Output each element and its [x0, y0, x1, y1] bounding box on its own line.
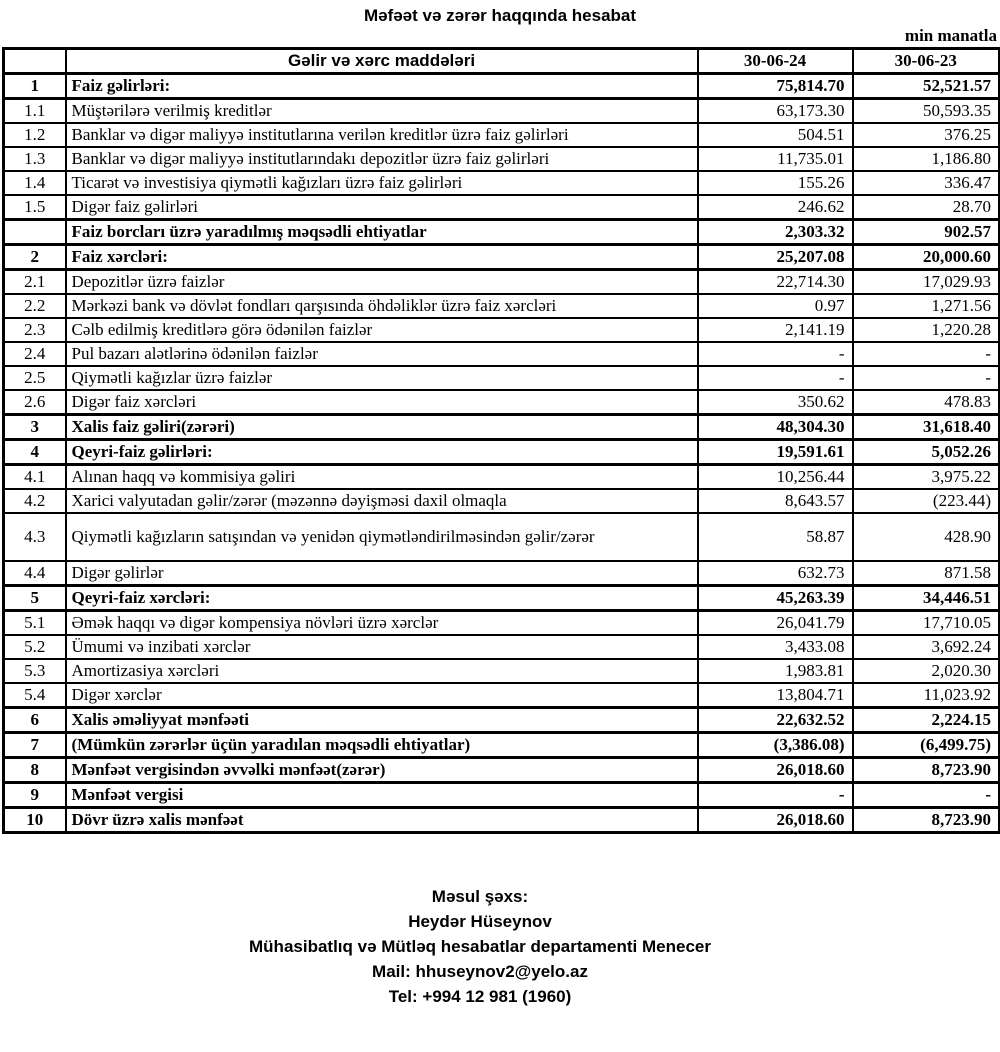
row-value-2023-cell: 52,521.57	[853, 74, 1000, 99]
row-value-2024-cell: 48,304.30	[698, 415, 853, 440]
table-row	[4, 74, 1000, 99]
header-item-column: Gəlir və xərc maddələri	[66, 49, 698, 74]
table-row	[4, 171, 1000, 195]
row-number-cell: 1.4	[4, 171, 66, 195]
row-value-2023-cell: (6,499.75)	[853, 733, 1000, 758]
row-number-cell: 4.1	[4, 465, 66, 490]
table-row	[4, 245, 1000, 270]
row-value-2024-cell: 26,018.60	[698, 758, 853, 783]
row-number-cell: 7	[4, 733, 66, 758]
row-number-cell: 2.5	[4, 366, 66, 390]
row-item-cell: Ümumi və inzibati xərclər	[66, 635, 698, 659]
table-row	[4, 659, 1000, 683]
table-header-row	[4, 49, 1000, 74]
table-row	[4, 708, 1000, 733]
row-item-cell: Qeyri-faiz gəlirləri:	[66, 440, 698, 465]
row-value-2024-cell: 632.73	[698, 561, 853, 586]
row-value-2023-cell: 11,023.92	[853, 683, 1000, 708]
row-value-2023-cell: 50,593.35	[853, 99, 1000, 124]
row-value-2024-cell: 155.26	[698, 171, 853, 195]
row-number-cell: 1.5	[4, 195, 66, 220]
responsible-person-name: Heydər Hüseynov	[408, 912, 552, 931]
row-item-cell: Faiz borcları üzrə yaradılmış məqsədli ehtiyatlar	[66, 220, 698, 245]
mail-line: Mail: hhuseynov2@yelo.az	[372, 962, 588, 981]
row-value-2024-cell: 350.62	[698, 390, 853, 415]
row-item-cell: Faiz xərcləri:	[66, 245, 698, 270]
row-value-2023-cell: 34,446.51	[853, 586, 1000, 611]
row-value-2023-cell: 902.57	[853, 220, 1000, 245]
row-value-2023-cell: 17,029.93	[853, 270, 1000, 295]
table-row	[4, 220, 1000, 245]
table-row	[4, 390, 1000, 415]
row-item-cell: Digər gəlirlər	[66, 561, 698, 586]
row-value-2024-cell: 2,141.19	[698, 318, 853, 342]
row-value-2024-cell: 25,207.08	[698, 245, 853, 270]
row-number-cell: 5.3	[4, 659, 66, 683]
table-row	[4, 294, 1000, 318]
table-row	[4, 783, 1000, 808]
table-row	[4, 586, 1000, 611]
row-item-cell: Qiymətli kağızlar üzrə faizlər	[66, 366, 698, 390]
row-number-cell: 1.3	[4, 147, 66, 171]
row-number-cell: 2.6	[4, 390, 66, 415]
row-value-2023-cell: 1,271.56	[853, 294, 1000, 318]
row-value-2024-cell: 26,018.60	[698, 808, 853, 833]
row-number-cell: 3	[4, 415, 66, 440]
report-table	[2, 47, 1000, 834]
row-value-2023-cell: 428.90	[853, 513, 1000, 561]
row-item-cell: Dövr üzrə xalis mənfəət	[66, 808, 698, 833]
row-number-cell: 2.4	[4, 342, 66, 366]
row-value-2023-cell: 2,224.15	[853, 708, 1000, 733]
row-value-2024-cell: 19,591.61	[698, 440, 853, 465]
table-row	[4, 808, 1000, 833]
table-row	[4, 99, 1000, 124]
row-value-2023-cell: 8,723.90	[853, 758, 1000, 783]
report-page	[0, 5, 1000, 1052]
row-value-2024-cell: 2,303.32	[698, 220, 853, 245]
row-value-2024-cell: 22,632.52	[698, 708, 853, 733]
row-value-2023-cell: 871.58	[853, 561, 1000, 586]
row-value-2023-cell: 1,220.28	[853, 318, 1000, 342]
row-value-2023-cell: (223.44)	[853, 489, 1000, 513]
row-item-cell: Müştərilərə verilmiş kreditlər	[66, 99, 698, 124]
row-number-cell: 4.3	[4, 513, 66, 561]
table-row	[4, 195, 1000, 220]
row-value-2023-cell: 1,186.80	[853, 147, 1000, 171]
tel-line: Tel: +994 12 981 (1960)	[388, 987, 572, 1006]
row-value-2024-cell: 22,714.30	[698, 270, 853, 295]
row-value-2023-cell: 31,618.40	[853, 415, 1000, 440]
row-value-2023-cell: 336.47	[853, 171, 1000, 195]
row-item-cell: Ticarət və investisiya qiymətli kağızları üzrə faiz gəlirləri	[66, 171, 698, 195]
table-row	[4, 440, 1000, 465]
table-row	[4, 489, 1000, 513]
row-value-2023-cell: 8,723.90	[853, 808, 1000, 833]
row-value-2023-cell: 17,710.05	[853, 611, 1000, 636]
table-row	[4, 465, 1000, 490]
row-item-cell: Cəlb edilmiş kreditlərə görə ödənilən faizlər	[66, 318, 698, 342]
row-number-cell: 9	[4, 783, 66, 808]
row-value-2023-cell: 2,020.30	[853, 659, 1000, 683]
row-item-cell: (Mümkün zərərlər üçün yaradılan məqsədli ehtiyatlar)	[66, 733, 698, 758]
table-row	[4, 318, 1000, 342]
row-item-cell: Faiz gəlirləri:	[66, 74, 698, 99]
row-value-2023-cell: 3,975.22	[853, 465, 1000, 490]
row-item-cell: Digər xərclər	[66, 683, 698, 708]
row-item-cell: Mənfəət vergisi	[66, 783, 698, 808]
row-number-cell: 1.2	[4, 123, 66, 147]
header-period-2024: 30-06-24	[698, 49, 853, 74]
row-value-2024-cell: 10,256.44	[698, 465, 853, 490]
row-value-2024-cell: 1,983.81	[698, 659, 853, 683]
row-number-cell: 1	[4, 74, 66, 99]
row-value-2024-cell: 504.51	[698, 123, 853, 147]
row-number-cell: 6	[4, 708, 66, 733]
signature-block	[0, 884, 960, 1009]
row-value-2023-cell: -	[853, 783, 1000, 808]
row-item-cell: Qiymətli kağızların satışından və yenidən qiymətləndirilməsindən gəlir/zərər	[66, 513, 698, 561]
table-row	[4, 342, 1000, 366]
unit-note: min manatla	[904, 26, 997, 45]
row-number-cell: 10	[4, 808, 66, 833]
row-number-cell: 2.3	[4, 318, 66, 342]
row-number-cell: 4.4	[4, 561, 66, 586]
row-number-cell: 4.2	[4, 489, 66, 513]
row-value-2023-cell: -	[853, 342, 1000, 366]
row-value-2024-cell: 0.97	[698, 294, 853, 318]
row-value-2024-cell: 11,735.01	[698, 147, 853, 171]
report-table-body	[4, 74, 1000, 833]
table-row	[4, 733, 1000, 758]
row-item-cell: Digər faiz xərcləri	[66, 390, 698, 415]
row-value-2023-cell: 376.25	[853, 123, 1000, 147]
table-row	[4, 147, 1000, 171]
row-item-cell: Əmək haqqı və digər kompensiya növləri üzrə xərclər	[66, 611, 698, 636]
row-item-cell: Depozitlər üzrə faizlər	[66, 270, 698, 295]
row-item-cell: Banklar və digər maliyyə institutlarına verilən kreditlər üzrə faiz gəlirləri	[66, 123, 698, 147]
table-row	[4, 415, 1000, 440]
table-row	[4, 611, 1000, 636]
row-item-cell: Xarici valyutadan gəlir/zərər (məzənnə dəyişməsi daxil olmaqla	[66, 489, 698, 513]
row-value-2024-cell: 8,643.57	[698, 489, 853, 513]
row-item-cell: Banklar və digər maliyyə institutlarındakı depozitlər üzrə faiz gəlirləri	[66, 147, 698, 171]
responsible-person-label: Məsul şəxs:	[431, 887, 529, 906]
row-item-cell: Qeyri-faiz xərcləri:	[66, 586, 698, 611]
row-value-2024-cell: -	[698, 366, 853, 390]
row-item-cell: Amortizasiya xərcləri	[66, 659, 698, 683]
row-value-2023-cell: 3,692.24	[853, 635, 1000, 659]
row-number-cell: 1.1	[4, 99, 66, 124]
row-value-2024-cell: -	[698, 342, 853, 366]
page-title: Məfəət və zərər haqqında hesabat	[363, 6, 637, 25]
row-value-2023-cell: 28.70	[853, 195, 1000, 220]
row-value-2023-cell: 5,052.26	[853, 440, 1000, 465]
row-value-2023-cell: -	[853, 366, 1000, 390]
row-value-2024-cell: 58.87	[698, 513, 853, 561]
table-row	[4, 683, 1000, 708]
row-item-cell: Mənfəət vergisindən əvvəlki mənfəət(zərər)	[66, 758, 698, 783]
header-empty-cell	[4, 49, 66, 74]
row-number-cell: 5.1	[4, 611, 66, 636]
department-title-line: Mühasibatlıq və Mütləq hesabatlar departamenti Menecer	[249, 937, 711, 956]
table-row	[4, 561, 1000, 586]
table-row	[4, 270, 1000, 295]
row-number-cell: 5	[4, 586, 66, 611]
header-period-2023: 30-06-23	[853, 49, 1000, 74]
row-number-cell: 4	[4, 440, 66, 465]
row-item-cell: Digər faiz gəlirləri	[66, 195, 698, 220]
row-item-cell: Xalis əməliyyat mənfəəti	[66, 708, 698, 733]
table-row	[4, 635, 1000, 659]
row-number-cell: 5.2	[4, 635, 66, 659]
row-value-2024-cell: 75,814.70	[698, 74, 853, 99]
row-item-cell: Alınan haqq və kommisiya gəliri	[66, 465, 698, 490]
row-value-2024-cell: 45,263.39	[698, 586, 853, 611]
row-value-2024-cell: 63,173.30	[698, 99, 853, 124]
row-value-2024-cell: -	[698, 783, 853, 808]
table-row	[4, 758, 1000, 783]
row-number-cell	[4, 220, 66, 245]
row-number-cell: 8	[4, 758, 66, 783]
row-value-2024-cell: 26,041.79	[698, 611, 853, 636]
table-row	[4, 123, 1000, 147]
row-number-cell: 2.1	[4, 270, 66, 295]
row-number-cell: 2	[4, 245, 66, 270]
row-value-2023-cell: 478.83	[853, 390, 1000, 415]
row-value-2023-cell: 20,000.60	[853, 245, 1000, 270]
row-value-2024-cell: 13,804.71	[698, 683, 853, 708]
row-value-2024-cell: 246.62	[698, 195, 853, 220]
table-row	[4, 366, 1000, 390]
row-item-cell: Mərkəzi bank və dövlət fondları qarşısında öhdəliklər üzrə faiz xərcləri	[66, 294, 698, 318]
row-item-cell: Xalis faiz gəliri(zərəri)	[66, 415, 698, 440]
row-item-cell: Pul bazarı alətlərinə ödənilən faizlər	[66, 342, 698, 366]
row-number-cell: 5.4	[4, 683, 66, 708]
row-value-2024-cell: 3,433.08	[698, 635, 853, 659]
row-value-2024-cell: (3,386.08)	[698, 733, 853, 758]
row-number-cell: 2.2	[4, 294, 66, 318]
table-row	[4, 513, 1000, 561]
